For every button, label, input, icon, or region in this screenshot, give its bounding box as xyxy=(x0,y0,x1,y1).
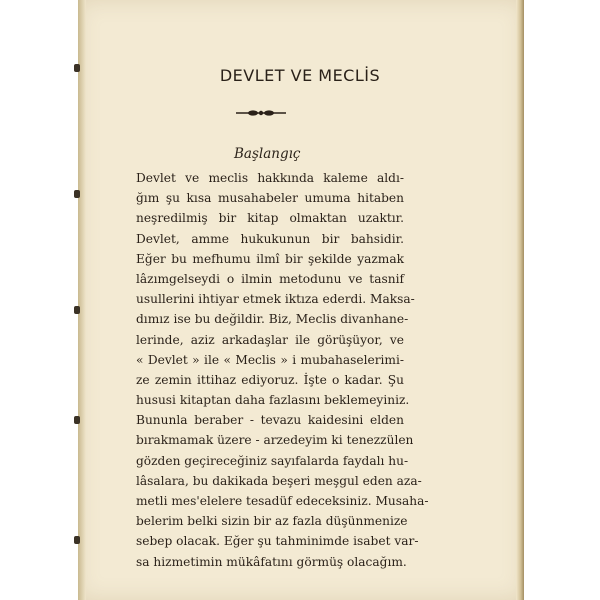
paragraph-line: ze zemin ittihaz ediyoruz. İşte o kadar. Şu xyxy=(136,372,404,387)
section-subtitle: Başlangıç xyxy=(234,146,301,162)
paragraph-line: lâsalara, bu dakikada beşeri meşgul eden aza- xyxy=(136,473,422,488)
paragraph-line: bırakmamak üzere - arzedeyim ki tenezzülen xyxy=(136,433,414,448)
paragraph-line: sa hizmetimin mükâfatını görmüş olacağım. xyxy=(136,554,407,569)
paragraph-line: lâzımgelseydi o ilmin metodunu ve tasnif xyxy=(136,271,404,286)
paragraph-line: lerinde, aziz arkadaşlar ile görüşüyor, ve xyxy=(136,332,404,347)
page-edge xyxy=(516,0,524,600)
paragraph-line: gözden geçireceğiniz sayıfalarda faydalı hu- xyxy=(136,453,409,468)
paragraph-line: belerim belki sizin bir az fazla düşünmenize xyxy=(136,514,408,529)
paragraph-line: Bununla beraber - tevazu kaidesini elden xyxy=(136,413,404,428)
paragraph-line: neşredilmiş bir kitap olmaktan uzaktır. xyxy=(136,211,404,226)
paragraph-line: ğım şu kısa musahabeler umuma hitaben xyxy=(136,191,404,206)
binding-stitch-icon xyxy=(74,306,80,314)
paragraph-line: usullerini ihtiyar etmek iktıza ederdi. Maksa- xyxy=(136,292,415,307)
page-gutter xyxy=(78,0,86,600)
body-paragraph xyxy=(136,168,429,572)
paragraph-line: Devlet, amme hukukunun bir bahsidir. xyxy=(136,231,404,246)
paragraph-line: hususi kitaptan daha fazlasını beklemeyiniz. xyxy=(136,393,410,408)
paragraph-line: dımız ise bu değildir. Biz, Meclis divanhane- xyxy=(136,312,409,327)
page-title: DEVLET VE MECLİS xyxy=(219,66,381,85)
paragraph-line: « Devlet » ile « Meclis » i mubahaselerimi- xyxy=(136,352,404,367)
binding-stitch-icon xyxy=(74,190,80,198)
paragraph-line: metli mes'elelere tesadüf edeceksiniz. Musaha- xyxy=(136,494,429,508)
binding-stitch-icon xyxy=(74,64,80,72)
paragraph-line: sebep olacak. Eğer şu tahminimde isabet var- xyxy=(136,534,419,549)
paragraph-line: Eğer bu mefhumu ilmî bir şekilde yazmak xyxy=(136,251,404,266)
paragraph-line: Devlet ve meclis hakkında kaleme aldı- xyxy=(136,171,404,185)
binding-stitch-icon xyxy=(74,536,80,544)
ornament-icon xyxy=(236,108,286,118)
binding-stitch-icon xyxy=(74,416,80,424)
